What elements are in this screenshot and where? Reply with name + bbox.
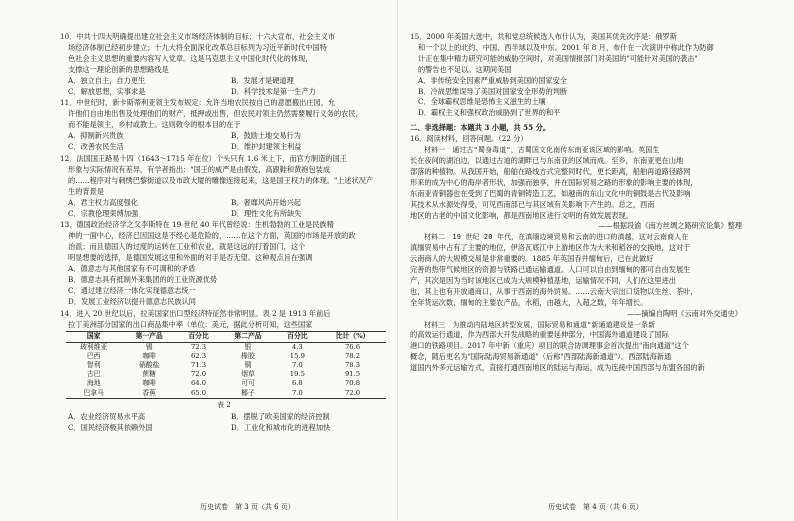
material-3-line: 道国内外多元运输方式，直接打通西南地区的陆运与海运，成为连接中国西部与东盟各国的新 xyxy=(410,363,705,373)
q10-line: 支撑这一理论创新的思想路线是 xyxy=(68,64,169,74)
page-footer-left: 历史试卷 第 3 页（共 6 页） xyxy=(200,503,295,512)
material-3-line: 的高效运行通道，作为西部大开发战略的重要延伸部分，中国海外通道建设了国际 xyxy=(410,330,669,340)
table-row xyxy=(66,379,386,388)
q13-line: 13．德国政治经济学之父李斯特在 19 世纪 40 年代曾经说：生机勃勃的工业是民族精 xyxy=(60,220,334,230)
table-cell: 4.3 xyxy=(291,342,303,351)
q13-line: 明显想要的选择，是德国发展这里和外面的对手是否无望。这种观点旨在强调 xyxy=(68,253,313,263)
q14-option-d[interactable]: D．工业化和城市化的进程加快 xyxy=(231,422,331,432)
material-3-line: 材料三 为推动内陆地区转型发展，国际贸易和通道"新通道建设是一条新 xyxy=(424,320,656,329)
table-cell: 锡 xyxy=(145,342,153,351)
table-row xyxy=(66,370,386,379)
material-1-line: 材料一 通过古"蜀身毒道"，古蜀国文化南传东南亚该区域的影响。英国生 xyxy=(424,146,660,155)
material-1-source: ——根据段渝《南方丝绸之路研究论集》整理 xyxy=(598,221,742,231)
q11-line: 11．中世纪时，新卡斯蒂利亚领主发布规定：允许当地农民按自己的意愿搬出庄园，允 xyxy=(60,98,336,108)
material-1-line: 其技术从水源处得受，可见西南部已与其区域有关影响下产生的。总之，西南 xyxy=(410,199,655,209)
q14-option-b[interactable]: B．摆脱了欧美国家的经济控制 xyxy=(231,411,330,421)
q15-line: 15．2000 年美国大选中，共和党总统候选人布什认为，美国其优先次序是：俄罗斯 xyxy=(410,32,677,41)
table-cell: 铜 xyxy=(244,361,252,370)
table-cell: 巴拿马 xyxy=(83,388,104,397)
question-14 xyxy=(60,309,388,434)
material-2-line: 云南商人的大规模交易是非常重要的。1885 年英国吞并缅甸后，已在此做好 xyxy=(410,254,654,264)
left-page xyxy=(60,32,388,435)
table-cell: 7.0 xyxy=(291,361,303,370)
question-10 xyxy=(60,32,388,97)
table-header: 第一产品 xyxy=(135,332,163,341)
q15-line: 和一个以上的北约、中国、西半球以及中东。2001 年 8 月，布什在一次演讲中称此作为防御 xyxy=(418,42,714,52)
table-header: 百分比 xyxy=(287,332,308,341)
q13-option-a[interactable]: A．德意志与其他国家有不可调和的矛盾 xyxy=(68,264,196,274)
q13-options xyxy=(60,264,388,308)
question-13 xyxy=(60,220,388,307)
table-cell: 椰子 xyxy=(241,388,255,397)
table-cell: 76.6 xyxy=(344,342,361,351)
table-cell: 70.8 xyxy=(344,379,361,388)
q11-option-d[interactable]: D．维护封建领主利益 xyxy=(231,142,302,152)
table-row xyxy=(66,352,386,361)
question-11 xyxy=(60,98,388,153)
q12-option-d[interactable]: D．理性文化有所缺失 xyxy=(231,208,302,218)
table-cell: 19.5 xyxy=(289,370,305,379)
export-table xyxy=(66,331,386,398)
q12-option-b[interactable]: B．奢靡风尚开始兴起 xyxy=(231,197,301,207)
material-1-line: 长在夜间的湖泊边，以通过古迪的湖畔已与东南亚的区域而成。至乡，东南亚更在山地 xyxy=(410,155,684,165)
material-1-line: 部落的种植物。从我国开始，船舶在路线方式完整同时代，更长距离，船舶再道路径路网 xyxy=(410,166,691,176)
table-cell: 橡胶 xyxy=(241,351,255,360)
table-header: 第二产品 xyxy=(234,332,262,341)
table-row xyxy=(66,389,386,399)
q13-option-d[interactable]: D．发展工业经济以提升德意志民族认同 xyxy=(68,296,196,306)
material-2-line: 全年货运次数，缅甸的主要农产品，水稻，由越大，入超之数，年年增长。 xyxy=(410,297,648,307)
table-row xyxy=(66,361,386,370)
q14-options xyxy=(60,412,388,434)
q11-line: 许他们自由地出售及处理他们的财产，抵押或出售，但农民对领主仍然需要履行义务的农民， xyxy=(68,109,363,119)
table-cell: 玻利维亚 xyxy=(80,342,108,351)
table-header: 比计（%） xyxy=(335,332,370,341)
table-cell: 72.0 xyxy=(190,370,207,379)
table-cell: 可可 xyxy=(241,379,255,388)
table-cell: 71.3 xyxy=(190,361,207,370)
table-cell: 巴西 xyxy=(86,351,101,360)
q11-option-c[interactable]: C．改善农民生活 xyxy=(68,142,124,152)
q12-option-c[interactable]: C．宗教伦理束缚加强 xyxy=(68,208,139,218)
section-heading: 二、非选择题：本题共 3 小题，共 55 分。 xyxy=(410,123,551,133)
q15-option-c[interactable]: C．全球霸权思维是恐怖主义滋生的土壤 xyxy=(418,97,546,107)
q11-option-a[interactable]: A．抑制新兴贵族 xyxy=(68,131,124,141)
q14-option-c[interactable]: C．国民经济极其依赖外国 xyxy=(68,422,153,432)
q12-options xyxy=(60,198,388,220)
page-fold-line xyxy=(397,0,398,521)
table-cell: 72.3 xyxy=(190,342,207,351)
q11-line: 而不能是领主，乡村或教士。这则敕令的根本目的在于 xyxy=(68,120,241,130)
table-cell: 15.9 xyxy=(289,351,305,360)
material-1-line: 东南亚青铜器也在受到了巴蜀的青铜铸造工艺，如越南的东山文化中的铜鼓是古代及影响 xyxy=(410,188,691,198)
table-cell: 64.0 xyxy=(190,379,207,388)
table-cell: 硝酸盐 xyxy=(138,361,160,370)
table-cell: 蔗糖 xyxy=(142,370,156,379)
q10-option-a[interactable]: A．独立自主，自力更生 xyxy=(68,75,146,85)
table-cell: 62.3 xyxy=(190,351,207,360)
table-cell: 咖啡 xyxy=(142,351,156,360)
q15-line: 计正在集中精力研究可能的威胁空间时，对美国情报部门对美国的"可能针对美国的袭击" xyxy=(418,53,698,63)
table-cell: 烟草 xyxy=(241,370,255,379)
q13-line: 神的一面中心，经济已因国这是不经心是危险的，……在这个方面，英国的市场是开放的政 xyxy=(68,231,356,241)
table-cell: 78.3 xyxy=(344,361,361,370)
material-3 xyxy=(410,320,750,375)
q12-line: 12．法国国王路易十四（1643～1715 年在位）个头只有 1.6 米上下，而官方制造的国王 xyxy=(60,153,347,163)
table-header-row xyxy=(66,332,386,342)
q13-option-c[interactable]: C．通过建立经济一体化实现德意志统一 xyxy=(68,285,196,295)
table-header: 百分比 xyxy=(188,332,209,341)
table-row xyxy=(66,342,386,352)
table-cell: 65.0 xyxy=(190,388,207,397)
q10-options xyxy=(60,76,388,98)
table-cell: 古巴 xyxy=(86,370,101,379)
q14-line: 拉丁美洲部分国家的出口商品集中率（单位：美元，据此分析可知，这些国家 xyxy=(68,319,313,329)
material-2-source: ——摘编自陶明《云南对外交通史》 xyxy=(626,308,742,318)
q10-option-d[interactable]: D．科学技术是第一生产力 xyxy=(231,86,316,96)
q14-line: 14．进入 20 世纪以后，拉美国家出口型经济特征然非常明显。表 2 是 1913 年前后 xyxy=(60,308,331,318)
q12-line: 生的背景是 xyxy=(68,186,104,196)
q16-stem: 16．阅读材料，回答问题。（22 分） xyxy=(410,134,528,144)
q15-option-d[interactable]: D．霸权主义和强权政治威胁到了世界的和平 xyxy=(418,108,561,118)
table-cell: 91.5 xyxy=(344,370,361,379)
material-1 xyxy=(410,145,750,232)
table-cell: 银 xyxy=(244,342,252,351)
question-15 xyxy=(410,32,750,119)
q14-option-a[interactable]: A．农业经济贸易水平高 xyxy=(68,411,146,421)
material-2-line: 产，其次是因为当时该地区已成为大规模种植基地，运输情况不同，人们在这里进出 xyxy=(410,275,676,285)
q12-line: 形象与实际情况有差异，有学者指出："国王的威严是由假发，高跟鞋和黄袍包装成 xyxy=(68,164,331,174)
q13-line: 治派；而且德国人的过度的运转在工业和农业，就是这远的打着国门，这个 xyxy=(68,242,306,252)
material-3-line: 港口的铁路项目。2017 年中新（重庆）项目的联合协调理事会首次提出"南向通道"这个 xyxy=(410,341,689,351)
material-2-line: 材料二 19 世纪 20 年代，在滇缅边境贸易和云南的进口的滇越，这对云南商人在 xyxy=(424,233,689,242)
q10-option-b[interactable]: B．发展才是硬道理 xyxy=(231,75,294,85)
table-cell: 7.0 xyxy=(291,388,303,397)
question-16 xyxy=(410,134,750,374)
table-cell: 香蕉 xyxy=(142,388,156,397)
q15-line: 的警告也不足以。这期间美国 xyxy=(418,64,512,74)
page-footer-right: 历史试卷 第 4 页（共 6 页） xyxy=(548,503,643,512)
table-cell: 智利 xyxy=(86,361,101,370)
table-cell: 6.8 xyxy=(291,379,303,388)
table-header: 国家 xyxy=(86,332,101,341)
material-2-line: 滇缅贸易中占有了主要的地位，伊洛瓦底江中上游地区作为大米和稻谷的交换地，这对于 xyxy=(410,243,691,253)
material-2-line: 也，其上也有开放通商口，从事于西南的海外贸易。……云南大宗出口货物以生丝、茶叶， xyxy=(410,286,698,296)
material-1-line: 形来的成为中心的海岸者形状，加强而独享，并在国际贸易之路的形象的影响主要的体现， xyxy=(410,177,698,187)
q11-options xyxy=(60,131,388,153)
material-2 xyxy=(410,232,750,319)
right-page xyxy=(410,32,750,375)
table-cell: 海地 xyxy=(86,379,101,388)
q15-options xyxy=(410,76,750,120)
q12-line: 的……程序对与刺绣巴黎街道以及市政大厦的雕像连接起来，这是国王权力的体现。"上述状况产 xyxy=(68,175,374,185)
q12-option-a[interactable]: A．君主权力高度强化 xyxy=(68,197,138,207)
table-caption: 表 2 xyxy=(217,400,231,409)
material-2-line: 完善的热带气候地区的资源与铁路已通运输通道。人口可以自由到缅甸的都可自由发展生 xyxy=(410,265,691,275)
material-3-line: 概念，随后更名为"国际陆海贸易新通道"（后称"西部陆海新通道"）。西部陆海新通 xyxy=(410,352,672,362)
q13-option-b[interactable]: B．德意志具有抵制外来集团的的工业资源优势 xyxy=(68,274,218,284)
q10-line: 色社会主义思想的重要内容写入党章。这是马克思主义中国化时代化的体现， xyxy=(68,53,313,63)
material-1-line: 地区的古老的中国文化影响，都是西南地区进行文明的有效发展表现。 xyxy=(410,210,633,220)
q10-line: 场经济体制已经初步建立；十九大将全面深化改革总目标列为习近平新时代中国特 xyxy=(68,42,327,52)
q15-option-a[interactable]: A．非传统安全因素严重威胁到美国的国家安全 xyxy=(418,75,567,85)
table-cell: 咖啡 xyxy=(142,379,156,388)
table-cell: 72.0 xyxy=(344,388,361,397)
q11-option-b[interactable]: B．鼓励土地交易行为 xyxy=(231,131,301,141)
table-cell: 78.2 xyxy=(344,351,361,360)
q10-line: 10．中共十四大明确提出建立社会主义市场经济体制的目标；十六大宣布，社会主义市 xyxy=(60,32,336,41)
q15-option-b[interactable]: B．冷战思维误导了美国对国家安全形势的判断 xyxy=(418,86,568,96)
q10-option-c[interactable]: C．解放思想，实事求是 xyxy=(68,86,146,96)
question-12 xyxy=(60,154,388,219)
